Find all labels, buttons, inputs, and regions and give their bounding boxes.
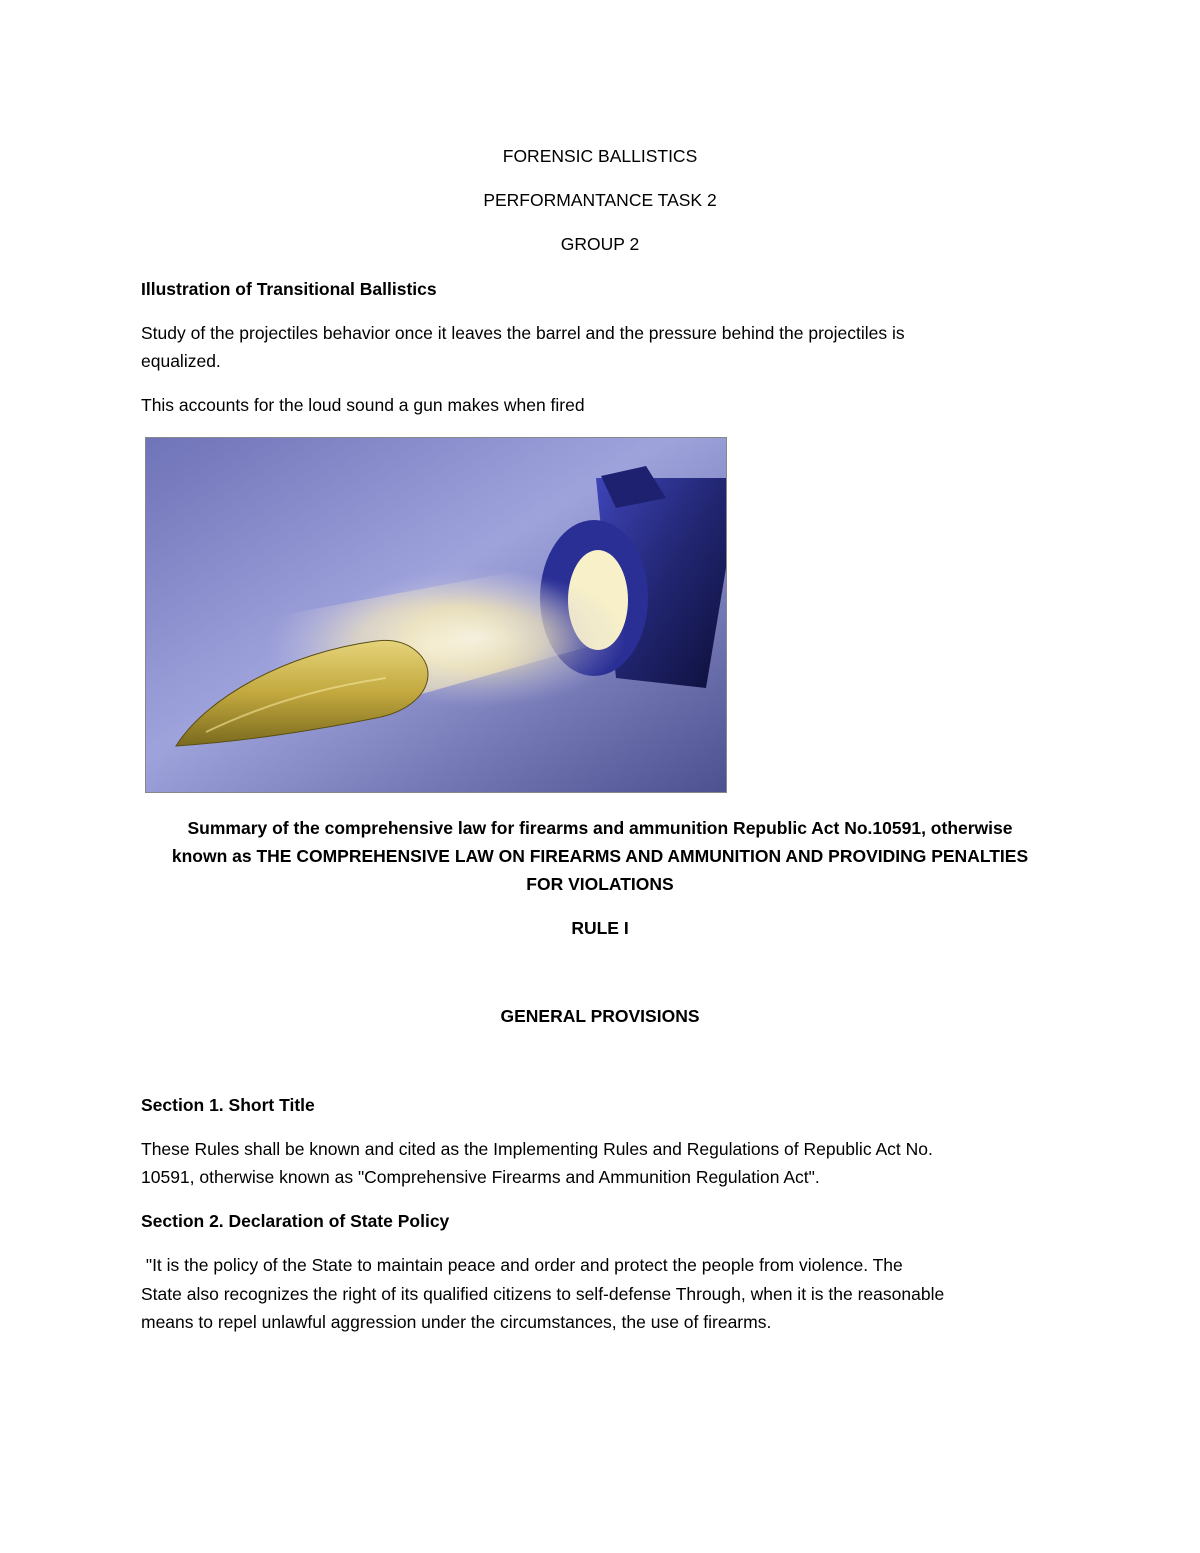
- rule-heading: RULE I: [571, 918, 629, 938]
- definition-line-2: equalized.: [141, 351, 221, 371]
- summary-line-3: FOR VIOLATIONS: [526, 874, 674, 894]
- section-1-title: Section 1. Short Title: [141, 1095, 315, 1115]
- section-2-title: Section 2. Declaration of State Policy: [141, 1211, 450, 1231]
- illustration-heading: Illustration of Transitional Ballistics: [141, 279, 437, 299]
- section-1-line-1: These Rules shall be known and cited as the Implementing Rules and Regulations of Republic Act No.: [141, 1139, 933, 1159]
- sound-note: This accounts for the loud sound a gun makes when fired: [141, 395, 585, 415]
- section-1-line-2: 10591, otherwise known as "Comprehensive Firearms and Ammunition Regulation Act".: [141, 1167, 820, 1187]
- summary-line-1: Summary of the comprehensive law for firearms and ammunition Republic Act No.10591, otherwise: [187, 818, 1013, 838]
- definition-line-1: Study of the projectiles behavior once it leaves the barrel and the pressure behind the projectiles is: [141, 323, 905, 343]
- document-title: FORENSIC BALLISTICS: [502, 146, 698, 166]
- bullet-illustration: [145, 437, 727, 793]
- group-label: GROUP 2: [560, 234, 640, 254]
- section-2-line-3: means to repel unlawful aggression under the circumstances, the use of firearms.: [141, 1312, 772, 1332]
- summary-line-2: known as THE COMPREHENSIVE LAW ON FIREARMS AND AMMUNITION AND PROVIDING PENALTIES: [171, 846, 1029, 866]
- general-provisions-heading: GENERAL PROVISIONS: [500, 1006, 700, 1026]
- section-2-line-2: State also recognizes the right of its qualified citizens to self-defense Through, when it is the reasonable: [141, 1284, 945, 1304]
- document-subtitle: PERFORMANTANCE TASK 2: [483, 190, 717, 210]
- section-2-line-1: "It is the policy of the State to maintain peace and order and protect the people from violence. The: [141, 1255, 903, 1275]
